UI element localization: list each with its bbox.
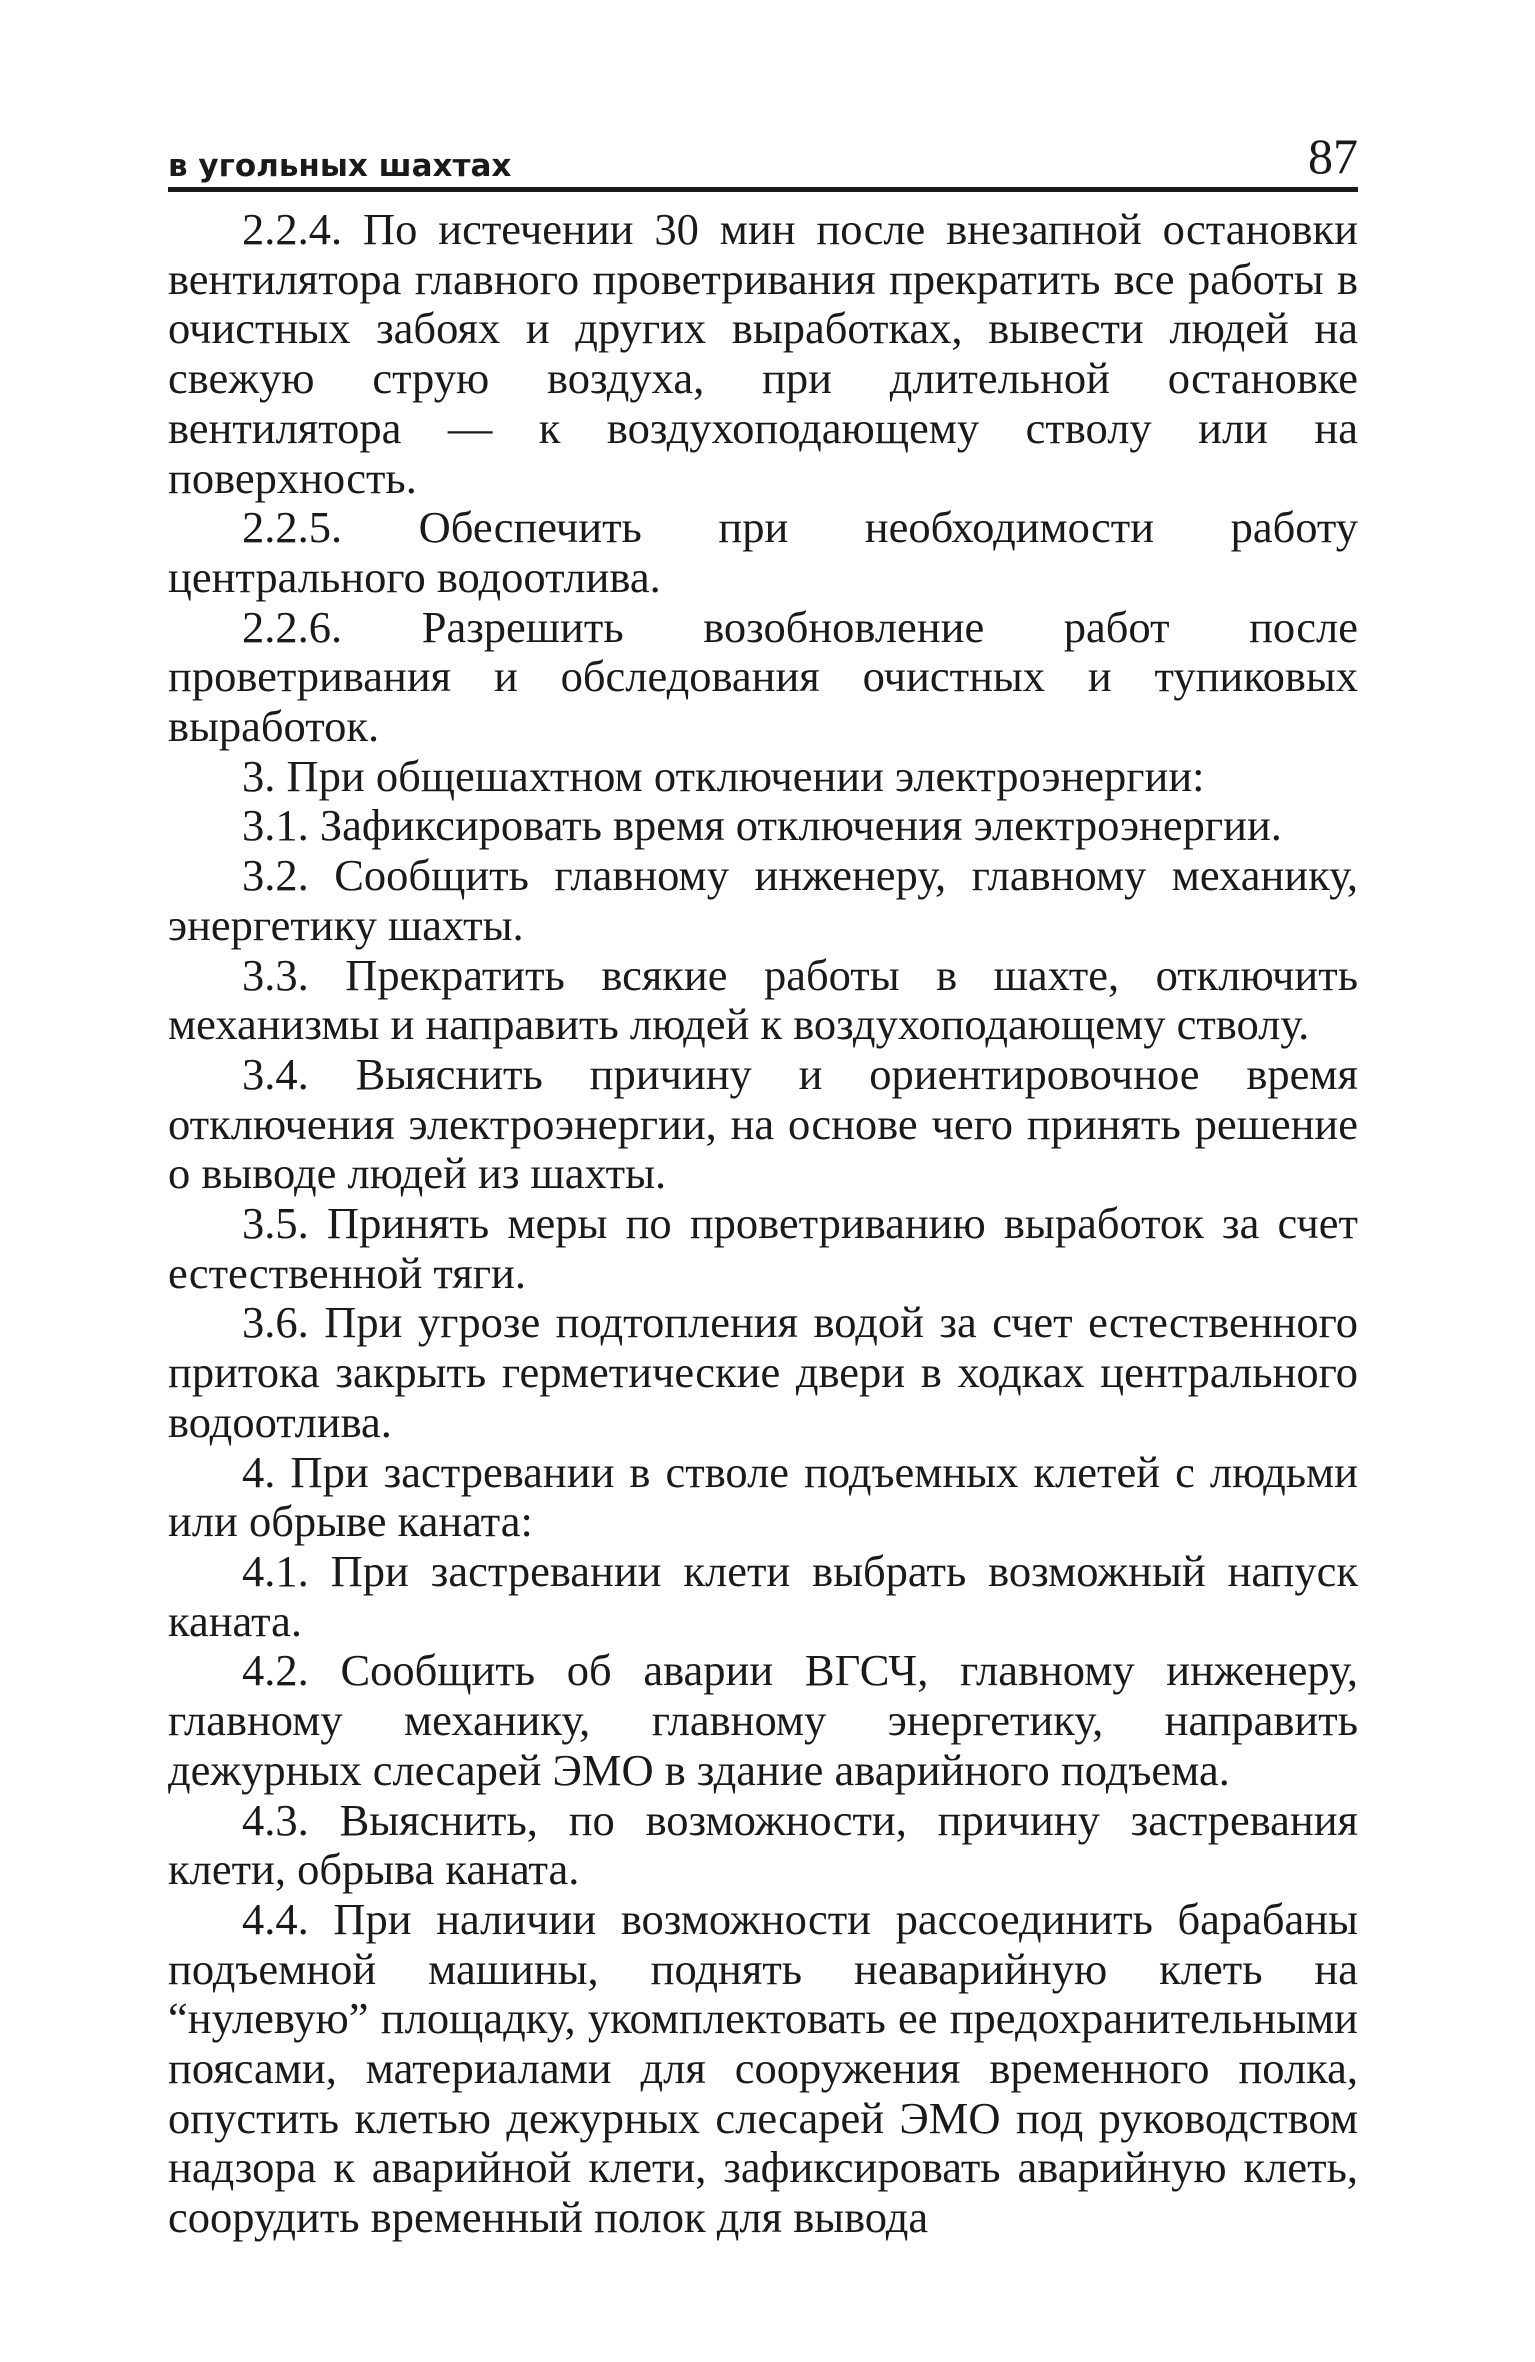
paragraph: 3.3. Прекратить всякие работы в шахте, отключить механизмы и направить людей к воздухоподающему стволу. <box>168 949 1358 1050</box>
header-rule <box>168 187 1358 192</box>
paragraph: 4.1. При застревании клети выбрать возможный напуск каната. <box>168 1545 1358 1646</box>
paragraph: 2.2.4. По истечении 30 мин после внезапной остановки вентилятора главного проветривания прекратить все работы в очистных забоях и других выработках, вывести людей на свежую струю воздуха, при длительной остановке вентилятора — к воздухоподающему стволу или на поверхность. <box>168 204 1358 503</box>
body-text <box>168 205 1358 2243</box>
page-number: 87 <box>1308 128 1358 184</box>
paragraph: 2.2.6. Разрешить возобновление работ после проветривания и обследования очистных и тупиковых выработок. <box>168 601 1358 752</box>
running-head <box>168 128 1358 188</box>
paragraph: 4.4. При наличии возможности рассоединить барабаны подъемной машины, поднять неаварийную клеть на “нулевую” площадку, укомплектовать ее предохранительными поясами, материалами для сооружения временного полка, опустить клетью дежурных слесарей ЭМО под руководством надзора к аварийной клети, зафиксировать аварийную клеть, соорудить временный полок для вывода <box>168 1893 1358 2243</box>
paragraph: 3.1. Зафиксировать время отключения электроэнергии. <box>242 800 1282 851</box>
paragraph: 4. При застревании в стволе подъемных клетей с людьми или обрыве каната: <box>168 1446 1358 1547</box>
paragraph: 3.4. Выяснить причину и ориентировочное время отключения электроэнергии, на основе чего принять решение о выводе людей из шахты. <box>168 1048 1358 1199</box>
paragraph: 3.5. Принять меры по проветриванию выработок за счет естественной тяги. <box>168 1198 1358 1298</box>
running-title: в угольных шахтах <box>168 148 512 184</box>
paragraph: 3.6. При угрозе подтопления водой за счет естественного притока закрыть герметические двери в ходках центрального водоотлива. <box>168 1297 1358 1447</box>
paragraph: 3.2. Сообщить главному инженеру, главному механику, энергетику шахты. <box>168 850 1358 950</box>
paragraph: 2.2.5. Обеспечить при необходимости работу центрального водоотлива. <box>168 502 1358 602</box>
paragraph: 4.2. Сообщить об аварии ВГСЧ, главному инженеру, главному механику, главному энергетику, направить дежурных слесарей ЭМО в здание аварийного подъема. <box>168 1645 1358 1795</box>
paragraph: 3. При общешахтном отключении электроэнергии: <box>242 750 1205 801</box>
paragraph: 4.3. Выяснить, по возможности, причину застревания клети, обрыва каната. <box>168 1794 1358 1895</box>
